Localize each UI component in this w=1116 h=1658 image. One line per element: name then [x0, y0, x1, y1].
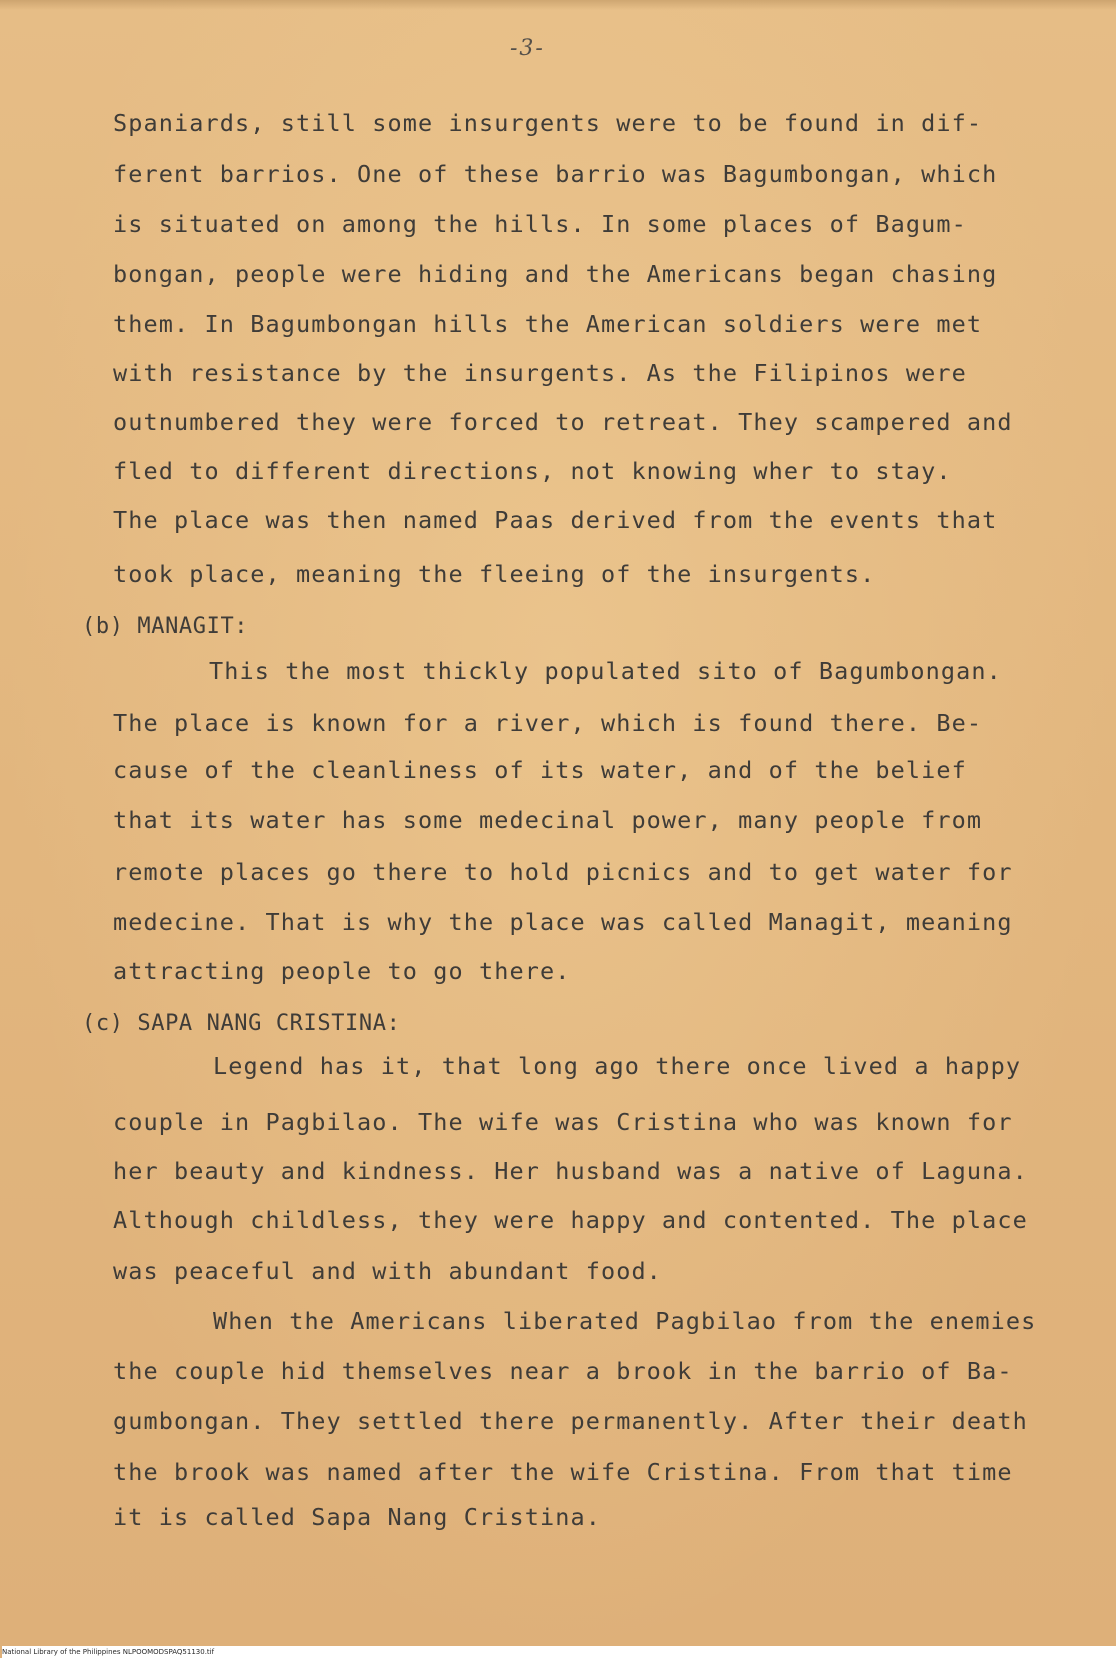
top-edge-shading [0, 0, 1116, 10]
text-line: couple in Pagbilao. The wife was Cristina who was known for [113, 1108, 1013, 1136]
page-number: -3- [510, 36, 545, 61]
text-line: that its water has some medecinal power, many people from [113, 806, 983, 834]
text-line: The place is known for a river, which is found there. Be- [113, 709, 983, 737]
text-line: was peaceful and with abundant food. [113, 1257, 662, 1285]
text-line: medecine. That is why the place was called Managit, meaning [113, 908, 1013, 936]
section-b-heading: (b) MANAGIT: [82, 614, 249, 639]
text-line: This the most thickly populated sito of Bagumbongan. [209, 657, 1002, 685]
text-line: Although childless, they were happy and contented. The place [113, 1206, 1028, 1234]
text-line: it is called Sapa Nang Cristina. [113, 1503, 601, 1531]
text-line: attracting people to go there. [113, 957, 571, 985]
text-line: bongan, people were hiding and the Americans began chasing [113, 260, 998, 288]
text-line: The place was then named Paas derived from the events that [113, 506, 998, 534]
scan-footer-caption: National Library of the Philippines NLPOOMODSPAQ51130.tif [2, 1646, 1116, 1658]
text-line: cause of the cleanliness of its water, and of the belief [113, 756, 967, 784]
text-line: them. In Bagumbongan hills the American soldiers were met [113, 310, 983, 338]
text-line: remote places go there to hold picnics and to get water for [113, 858, 1013, 886]
text-line: ferent barrios. One of these barrio was Bagumbongan, which [113, 160, 998, 188]
section-c-heading: (c) SAPA NANG CRISTINA: [82, 1011, 401, 1036]
text-line: fled to different directions, not knowing wher to stay. [113, 457, 952, 485]
text-line: gumbongan. They settled there permanently. After their death [113, 1407, 1028, 1435]
text-line: When the Americans liberated Pagbilao from the enemies [213, 1307, 1037, 1335]
text-line: the brook was named after the wife Cristina. From that time [113, 1458, 1013, 1486]
text-line: is situated on among the hills. In some places of Bagum- [113, 210, 967, 238]
text-line: Spaniards, still some insurgents were to be found in dif- [113, 109, 983, 137]
text-line: took place, meaning the fleeing of the insurgents. [113, 560, 876, 588]
text-line: outnumbered they were forced to retreat. They scampered and [113, 408, 1013, 436]
text-line: with resistance by the insurgents. As the Filipinos were [113, 359, 967, 387]
text-line: her beauty and kindness. Her husband was a native of Laguna. [113, 1157, 1028, 1185]
text-line: Legend has it, that long ago there once lived a happy [213, 1052, 1022, 1080]
text-line: the couple hid themselves near a brook in the barrio of Ba- [113, 1357, 1013, 1385]
